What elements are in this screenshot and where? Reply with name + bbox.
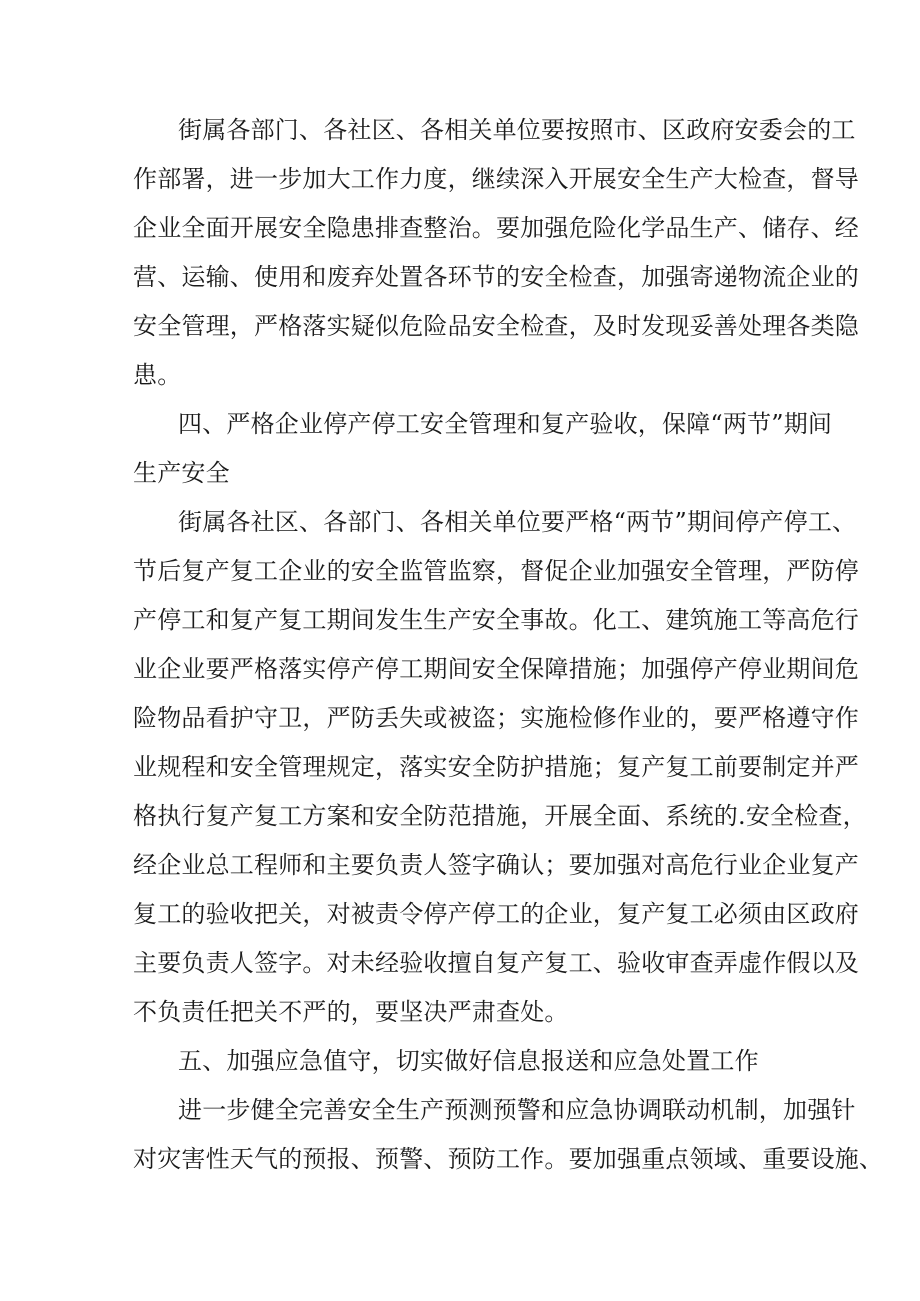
- text-line: 对灾害性天气的预报、预警、预防工作。要加强重点领域、重要设施、: [133, 1145, 884, 1173]
- text-line: 安全管理，严格落实疑似危险品安全检查，及时发现妥善处理各类隐: [133, 312, 859, 340]
- section-heading-line: 四、严格企业停产停工安全管理和复产验收，保障“两节”期间: [178, 410, 833, 438]
- text-line: 患。: [133, 361, 182, 389]
- text-line: 产停工和复产复工期间发生生产安全事故。化工、建筑施工等高危行: [133, 606, 859, 634]
- text-line: 业规程和安全管理规定，落实安全防护措施；复产复工前要制定并严: [133, 753, 859, 781]
- text-line: 节后复产复工企业的安全监管监察，督促企业加强安全管理，严防停: [133, 557, 859, 585]
- text-line: 格执行复产复工方案和安全防范措施，开展全面、系统的.安全检查，: [133, 802, 867, 830]
- text-line: 复工的验收把关，对被责令停产停工的企业，复产复工必须由区政府: [133, 900, 859, 928]
- text-line: 作部署，进一步加大工作力度，继续深入开展安全生产大检查，督导: [133, 165, 859, 193]
- text-line: 主要负责人签字。对未经验收擅自复产复工、验收审查弄虚作假以及: [133, 949, 859, 977]
- section-heading-line: 五、加强应急值守，切实做好信息报送和应急处置工作: [178, 1047, 759, 1075]
- text-line: 企业全面开展安全隐患排查整治。要加强危险化学品生产、储存、经: [133, 214, 859, 242]
- text-line: 不负责任把关不严的，要坚决严肃查处。: [133, 998, 569, 1026]
- text-line: 街属各社区、各部门、各相关单位要严格“两节”期间停产停工、: [178, 508, 857, 536]
- text-line: 险物品看护守卫，严防丢失或被盗；实施检修作业的，要严格遵守作: [133, 704, 859, 732]
- section-heading-line: 生产安全: [133, 459, 230, 487]
- text-line: 经企业总工程师和主要负责人签字确认；要加强对高危行业企业复产: [133, 851, 859, 879]
- text-line: 业企业要严格落实停产停工期间安全保障措施；加强停产停业期间危: [133, 655, 859, 683]
- text-line: 营、运输、使用和废弃处置各环节的安全检查，加强寄递物流企业的: [133, 263, 859, 291]
- text-line: 街属各部门、各社区、各相关单位要按照市、区政府安委会的工: [178, 116, 856, 144]
- text-line: 进一步健全完善安全生产预测预警和应急协调联动机制，加强针: [178, 1096, 856, 1124]
